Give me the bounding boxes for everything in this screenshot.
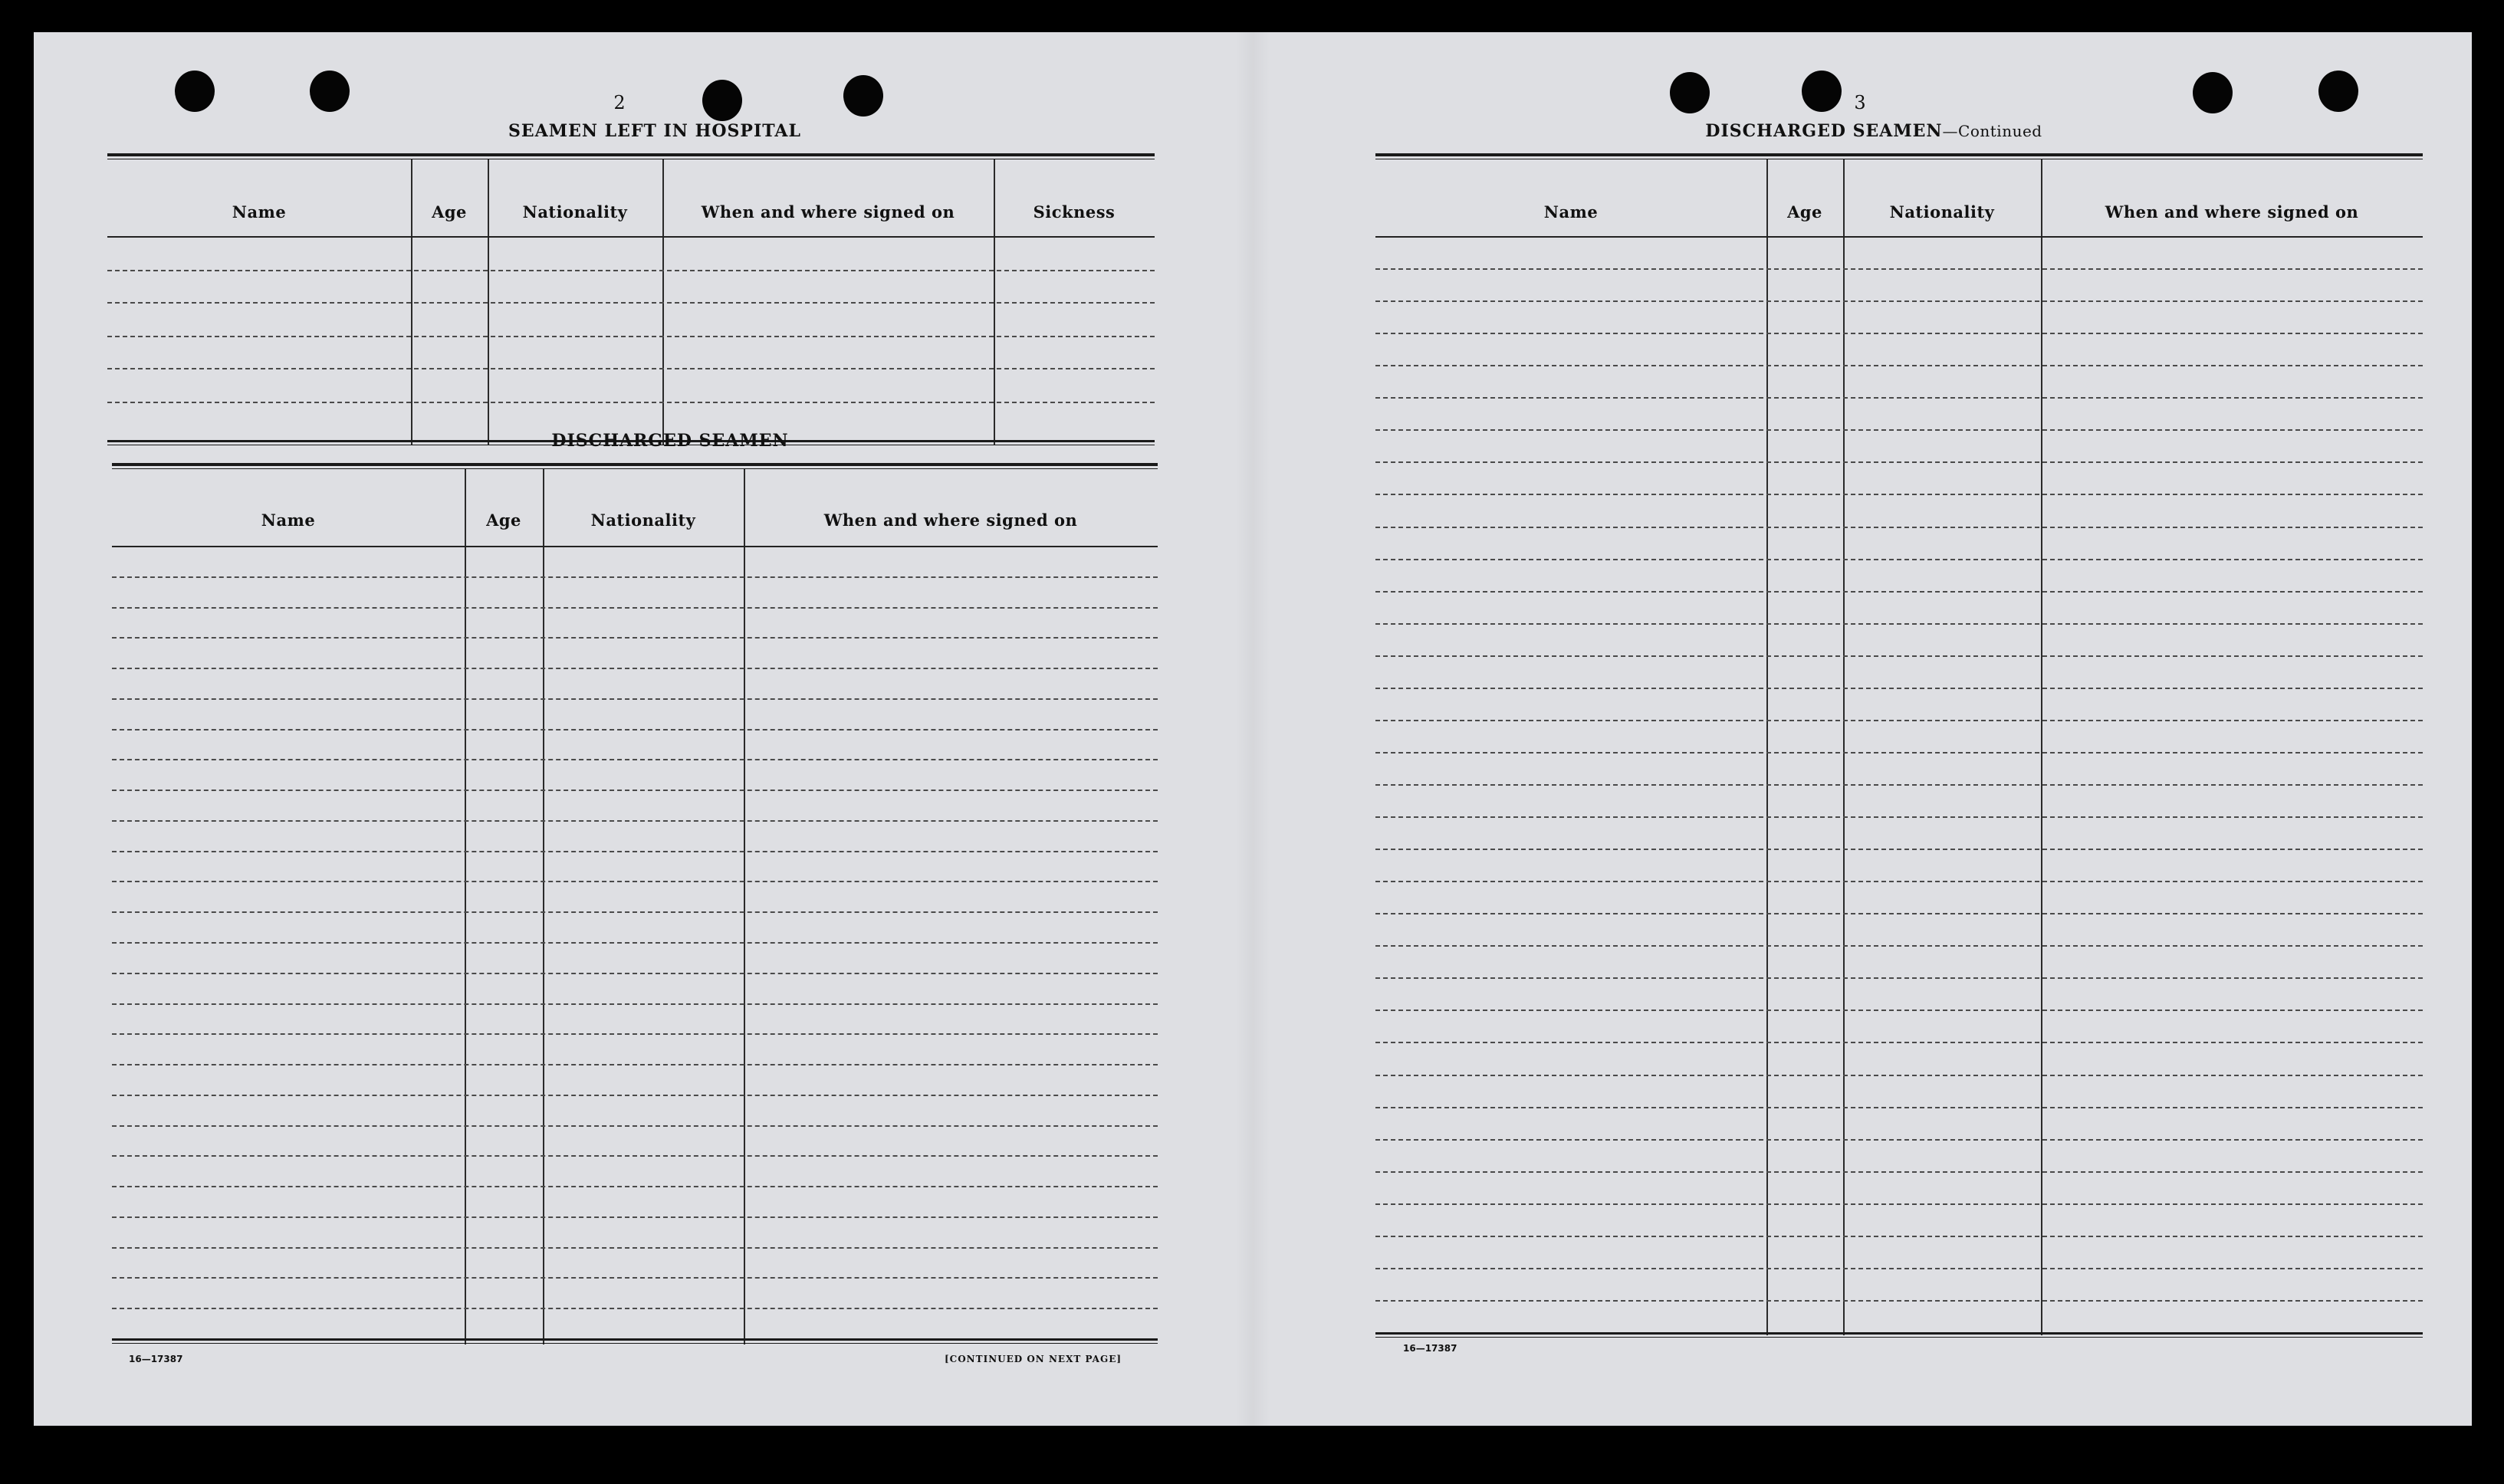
discharged-continued-title: DISCHARGED SEAMEN—Continued [1705,121,2042,141]
table-row [1375,429,2423,431]
table-row [1375,1171,2423,1173]
column-header-signed-on: When and where signed on [701,202,955,222]
column-header-age: Age [486,511,521,530]
column-header-name: Name [1543,202,1599,222]
table-row [112,668,1158,669]
punch-hole [702,80,742,121]
table-row [112,911,1158,913]
table-row [112,1186,1158,1187]
table-row [1375,752,2423,753]
punch-hole [310,71,350,112]
table-row [1375,300,2423,302]
table-row [112,729,1158,731]
table-row [107,302,1155,304]
table-row [1375,816,2423,818]
table-row [112,1033,1158,1035]
table-row [1375,1268,2423,1269]
column-header-age: Age [1787,202,1822,222]
table-row [1375,784,2423,786]
table-row [1375,397,2423,399]
table-row [1375,849,2423,850]
hospital-table [107,153,1155,445]
table-row [112,973,1158,974]
punch-hole [2318,71,2358,112]
column-header-signed-on: When and where signed on [2105,202,2359,222]
column-header-age: Age [432,202,467,222]
punch-hole [843,75,883,117]
table-row [1375,333,2423,334]
table-row [112,1277,1158,1279]
right-page [1253,32,2472,1426]
punch-hole [1670,72,1710,113]
column-header-nationality: Nationality [590,511,696,530]
table-row [112,851,1158,852]
discharged-table [112,463,1158,1344]
table-row [112,1216,1158,1218]
table-row [1375,461,2423,463]
page-number: 2 [613,92,626,113]
table-row [1375,494,2423,495]
table-row [1375,720,2423,721]
table-row [112,1003,1158,1005]
table-row [112,759,1158,760]
table-row [1375,655,2423,657]
table-row [112,1247,1158,1249]
page-number: 3 [1854,92,1866,113]
table-row [112,1125,1158,1127]
table-row [1375,1300,2423,1302]
table-row [112,1308,1158,1309]
table-row [112,607,1158,609]
table-row [107,270,1155,271]
table-row [107,336,1155,337]
table-row [107,368,1155,369]
table-row [112,1064,1158,1065]
table-row [1375,527,2423,528]
column-header-sickness: Sickness [1033,202,1116,222]
table-row [1375,1139,2423,1141]
form-number: 16—17387 [129,1354,183,1364]
table-row [112,576,1158,578]
table-row [1375,365,2423,366]
column-header-nationality: Nationality [1889,202,1995,222]
table-row [112,790,1158,791]
discharged-continued-table [1375,153,2423,1341]
table-row [1375,559,2423,560]
left-page [34,32,1253,1426]
punch-hole [175,71,215,112]
discharged-section-title: DISCHARGED SEAMEN [551,431,789,451]
table-row [1375,1075,2423,1076]
table-row [1375,881,2423,882]
table-row [1375,945,2423,947]
column-header-nationality: Nationality [522,202,628,222]
table-row [1375,1236,2423,1237]
table-row [112,1095,1158,1096]
column-header-signed-on: When and where signed on [823,511,1078,530]
table-row [112,942,1158,944]
punch-hole [2193,72,2233,113]
column-header-name: Name [261,511,316,530]
table-row [1375,977,2423,979]
table-row [1375,688,2423,689]
table-row [1375,913,2423,914]
table-row [1375,268,2423,270]
table-row [112,820,1158,822]
table-row [1375,1107,2423,1108]
column-header-name: Name [232,202,287,222]
table-row [112,637,1158,639]
hospital-section-title: SEAMEN LEFT IN HOSPITAL [508,121,801,141]
table-row [1375,1010,2423,1011]
table-row [112,698,1158,700]
table-row [107,402,1155,403]
table-row [112,1155,1158,1157]
form-number: 16—17387 [1403,1343,1457,1354]
table-row [1375,1203,2423,1205]
table-row [1375,623,2423,625]
table-row [1375,591,2423,593]
table-row [1375,1042,2423,1043]
continued-note: [CONTINUED ON NEXT PAGE] [945,1354,1122,1364]
punch-hole [1802,71,1842,112]
form-sheet [34,32,2472,1426]
table-row [112,881,1158,882]
